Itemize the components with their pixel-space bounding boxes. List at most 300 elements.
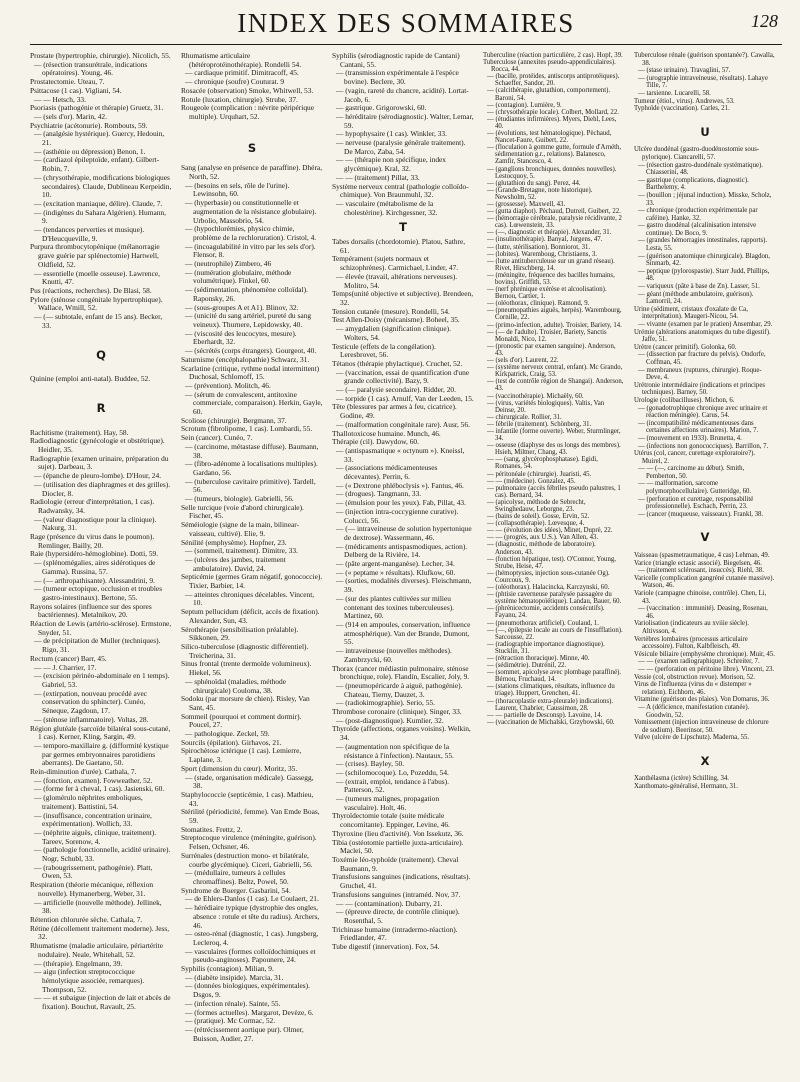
index-entry: — (neutrophile) Zimbero, 46 bbox=[185, 259, 272, 269]
index-entry: Varice (triangle ectasic associé). Biegelsen, 46. bbox=[634, 559, 762, 567]
index-entry: Urétronie intermédiaire (indications et principes techniques). Barney, 50. bbox=[634, 381, 765, 397]
index-entry: — (— intraveineuse de solution hypertonique de dextrose). Wassermann, 46. bbox=[336, 524, 472, 542]
index-entry: Transfusions sanguines (indications, résultats). Gruchel, 41. bbox=[332, 872, 471, 891]
index-entry: — (résection gastro-duodénale systématique). Chiasserini, 48. bbox=[638, 161, 763, 177]
index-entry: — (radiokimographie). Serio, 55. bbox=[336, 698, 435, 708]
page-title: INDEX DES SOMMAIRES bbox=[237, 8, 575, 38]
index-entry: Rétine (décollement traitement moderne). Jess, 32. bbox=[30, 923, 170, 942]
index-entry: — hérédiaire typique (dystrophie des ongles, absence : rotule et tête du radius). Archers, 46. bbox=[185, 903, 320, 930]
index-entry: — chirurgicale. Rollier, 31. bbox=[487, 413, 562, 421]
index-entry: Tempérament (sujets normaux et schizophrènes). Carmichael, Linder, 47. bbox=[332, 254, 459, 273]
index-entry: — (sommeil, traitement). Dimitre, 33. bbox=[185, 546, 298, 556]
index-entry: — sphénoïdal (maladies, méthode chirurgicale) Couloma, 38. bbox=[185, 676, 286, 695]
index-entry: Vertèbres lombaires (processus articulaire accessoire). Fulton, Kalbfleisch, 49. bbox=[634, 635, 748, 651]
index-entry: — (méningite, fréquence des bacilles humains, bovins). Griffith, 53. bbox=[487, 271, 615, 286]
index-entry: — (— de l'adulte). Troisier, Bariety, Sanctis Monaldi, Nico, 12. bbox=[487, 328, 607, 343]
index-entry: — (dissection par fracture du pelvis). Ondorfe, Coffman, 45. bbox=[638, 351, 766, 366]
index-entry: — (besoins en sels, rôle de l'urine). Lewinsohn, 60. bbox=[185, 180, 290, 199]
index-entry: — (stase urinaire). Travaglini, 57. bbox=[638, 67, 731, 75]
index-entry: — aigu (infection streptococcique hémolytique associée, remarques). Thompson, 52. bbox=[34, 967, 145, 994]
index-entry: — péritonéale (chirurgie). Juaristi, 45. bbox=[487, 470, 592, 478]
index-entry: — pathologique. Zeckel, 59. bbox=[185, 729, 270, 739]
index-entry: Thyroïde (affections, organes voisins). Welkin, 34. bbox=[332, 724, 471, 743]
index-entry: — — J. Charrier, 17. bbox=[34, 662, 97, 672]
index-entry: — (résection transurétrale, indications opératoires). Young, 46. bbox=[34, 59, 148, 78]
index-entry: — (chrysothérapie locale). Colbert, Mollard, 22. bbox=[487, 108, 619, 116]
index-entry: — (sédimétrie). Dutrénil, 22. bbox=[487, 662, 567, 670]
index-entry: — nerveuse (paralysie générale traitement). De Marco, Zaba, 54. bbox=[336, 138, 466, 156]
index-entry: — (bacille, protéides, antiscorps antiprotéiques). Schaeffer, Sandor, 20. bbox=[487, 73, 620, 88]
index-entry: — fébrile (traitement). Schönberg, 31. bbox=[487, 420, 592, 428]
index-entry: Radiographie (examen urinaire, préparation du sujet). Darbeau, 3. bbox=[30, 453, 169, 472]
index-entry: Thallotoxicose humaine. Munch, 46. bbox=[332, 428, 441, 438]
index-entry: — (apicolyse, méthode de Sebrecht, Swinghedauw, Leborgne, 23. bbox=[487, 498, 586, 513]
index-entry: — (vagin, rareté du chancre, acidité). Lortat-Jacob, 6. bbox=[336, 85, 469, 104]
index-entry: — (sels d'or). Laurent, 22. bbox=[487, 357, 559, 365]
index-entry: Rotule (luxation, chirurgie). Strube, 37. bbox=[181, 94, 298, 104]
index-entry: — — (perforation en péritoine libre). Vincent, 23. bbox=[638, 665, 775, 673]
index-entry: — — partielle de Desconsp). Lavoine, 14. bbox=[487, 711, 603, 719]
index-entry: — (crises). Bayley, 50. bbox=[336, 759, 405, 769]
index-entry: Scarlatine (critique, rythme nodal intermittent) Duchosal, Schlomoff, 15. bbox=[181, 363, 320, 382]
index-entry: — (viscosité des leucocytes, mesure). Eberhardt, 32. bbox=[185, 328, 297, 347]
index-entry: — — (contamination). Dubarry, 21. bbox=[336, 898, 443, 908]
index-entry: — (évolutions, test hématologique). Pèchaud, Nancet-Faure, Guibert, 22. bbox=[487, 130, 612, 145]
index-entry: Rectum (cancer) Barr, 45. bbox=[30, 653, 107, 663]
index-entry: — — (traitement) Pillat, 33. bbox=[336, 172, 420, 182]
index-entry: Tête (blessures par armes à feu, cicatrice). Godine, 49. bbox=[332, 402, 457, 421]
index-entry: Pylore (sténose congénitale hypertrophique). Wallace, Wmill, 52. bbox=[30, 294, 163, 313]
index-entry: — (extirpation, nouveau procédé avec conservation du sphincter). Cunéo, Séneque, Zagdoun, 17. bbox=[34, 688, 148, 716]
index-entry: Surrénales (destruction mono- et bilatérale, courbe glycémique). Ciceri, Gabrielli, 56. bbox=[181, 850, 313, 869]
index-entry: — (sérum de convalescent, antitoxine commerciale, comparaison). Herkin, Gayle, 60. bbox=[185, 389, 323, 417]
index-entry: — torpide (1 cas). Arnulf, Van der Leeden, 15. bbox=[336, 393, 474, 403]
index-entry: — — Hetsch, 33. bbox=[34, 94, 86, 104]
index-entry: Thérapie (cil). Dawydow, 60. bbox=[332, 437, 419, 447]
index-entry: — — (examen radiographique). Schreiter, 7. bbox=[638, 658, 760, 666]
index-entry: Staphylococcie (septicémie, 1 cas). Mathieu, 43. bbox=[181, 789, 314, 808]
index-entry: — (glutathion du sang). Perez, 44. bbox=[487, 179, 581, 187]
index-entry: — (phrénicectomie, accidents consécutifs). Fayanu, 24. bbox=[487, 605, 605, 620]
index-entry: Streptocoque virulence (méningite, guérison). Felsen, Ochsner, 46. bbox=[181, 833, 317, 852]
index-entry: — hypophysaire (1 cas). Winkler, 33. bbox=[336, 129, 447, 139]
index-entry: Prostate (hypertrophie, chirurgie). Nicolich, 55. bbox=[30, 52, 171, 60]
index-entry: — (sous-groupes A et A1). Blinov, 32. bbox=[185, 302, 299, 312]
index-entry: — (pronostic par examen sanguine). Anderson, 43. bbox=[487, 342, 616, 357]
index-entry: — (tuberculose cavitaire primitive). Tardell, 56. bbox=[185, 476, 316, 495]
index-entry: Typhoïde (vaccination). Carles, 21. bbox=[634, 105, 730, 113]
index-entry: — de précipitation de Muller (techniques). Rigo, 31. bbox=[34, 636, 161, 655]
index-entry: — (rabougrissement, pathogénie). Platt, Owen, 53. bbox=[34, 862, 153, 881]
index-entry: — (sommet, apicolyse avec plombage paraffiné). Bérnou, Fruchaud, 14. bbox=[487, 669, 622, 684]
index-entry: — A (déficience, manifestation cutanée). Goodwin, 52. bbox=[638, 703, 750, 719]
index-entry: — (tumeurs malignes, propagation vasculaire). Holt, 46. bbox=[336, 794, 440, 812]
index-entry: Thrombose coronaire (clinique). Singer, 33. bbox=[332, 707, 462, 717]
index-entry: Urine (sédiment, cristaux d'oxalate de Ca, interprétation). Maugeri-Nicou, 54. bbox=[634, 305, 748, 321]
index-entry: — chronique (soufre) Couturat. 9 bbox=[185, 77, 285, 87]
index-entry: Syphilis (sérodiagnostic rapide de Cantani) Cantani, 55. bbox=[332, 52, 460, 69]
index-entry: Thyroxine (lieu d'activité). Von Issekutz, 36. bbox=[332, 828, 464, 838]
index-entry: Urémie (altérations anatomiques du tube digestif). Jaffe, 51. bbox=[634, 328, 771, 344]
index-entry: — (gonadotrophique chronique avec urinaire et réaction méningée). Carus, 54. bbox=[638, 404, 768, 420]
index-entry: — osteo-rénal (diagnostic, 1 cas). Jungsberg, Lecleroq, 4. bbox=[185, 929, 319, 947]
section-letter-heading: R bbox=[96, 400, 106, 415]
index-entry: Sport (dimension du cœur). Moritz, 35. bbox=[181, 763, 298, 773]
index-entry: Transfusions sanguines (intraméd. Nov, 37. bbox=[332, 889, 461, 899]
index-entry: Raie (hypersidéro-hémoglobine). Dotti, 59. bbox=[30, 549, 159, 559]
index-entry: Syndrome de Buerger. Gasbarini, 54. bbox=[181, 885, 291, 895]
index-entry: — (Grande-Bretagne, note historique). Newsholm, 52. bbox=[487, 186, 593, 201]
index-entry: — (épreuve directe, de contrôle clinique). Rosenthal, 5. bbox=[336, 907, 460, 925]
index-entry: Psittacose (1 cas). Vigliani, 54. bbox=[30, 85, 122, 95]
index-column bbox=[483, 52, 625, 1072]
index-entry: — vasculaire (métabolisme de la cholestérine). Kirchgessner, 32. bbox=[336, 198, 438, 217]
index-column bbox=[634, 52, 776, 1072]
index-entry: Septum pellucidum (déficit, accès de fixation). Alexander, Sun, 43. bbox=[181, 607, 320, 625]
index-entry: Tuberculose rénale (guérison spontanée?). Cawalla, 38. bbox=[634, 52, 775, 67]
index-entry: — (stations climatiques, résultats, influence du triage). Huppert, Grenchen, 41. bbox=[487, 683, 615, 698]
index-entry: — osseuse (diaphyse des os longs des membres). Hsieh, Miltner, Chang, 43. bbox=[487, 442, 621, 457]
index-entry: — (hémorragie cérébrale, paralysie récidivante, 2 cas). Lœwenstein, 33. bbox=[487, 215, 622, 230]
index-entry: Rhumatisme articulaire (hétéroprotéinothérapie). Rondelli 54. bbox=[181, 52, 302, 69]
index-entry: — (hyperbasie) ou constitutionnelle et augmentation de la résistance globulaire). Urbolio, Massobrio, 54. bbox=[185, 198, 317, 225]
index-entry: — (sur des plantes cultivées sur milieu contenant des toxines tuberculeuses). Martinez, 60. bbox=[336, 593, 455, 621]
index-entry: — (bains de soleil). Gosse, Ervin, 52. bbox=[487, 513, 590, 521]
index-entry: Thyroïdectomie totale (suite médicale concomitante). Eppinger, Levine, 46. bbox=[332, 811, 450, 830]
index-entry: Utérus (col, cancer, curettage exploratoire?). Muirel, 2. bbox=[634, 450, 756, 465]
index-entry: — (post-diagnostique). Kumlier, 32. bbox=[336, 715, 444, 725]
index-entry: — vasculaires (formes colloïdochimiques et pseudo-anginoses). Papounere, 24. bbox=[185, 946, 316, 965]
index-entry: — (pneumothorax artificiel). Coulaud, 1. bbox=[487, 619, 599, 627]
section-letter-heading: V bbox=[700, 530, 710, 545]
index-entry: — variqueux (pâte à base de Zn). Lasser, 51. bbox=[638, 283, 760, 291]
index-entry: — (insulinothérapie). Banyal, Jurgens, 47. bbox=[487, 236, 603, 244]
index-entry: — (néphrite aiguës, clinique, traitement). Tareev, Sorenow, 4. bbox=[34, 827, 157, 846]
index-entry: — (infection rénale). Sainte, 55. bbox=[185, 998, 281, 1008]
index-entry: — (splénomégalies, aires sidérotiques de Gamma). Russina, 57. bbox=[34, 558, 156, 576]
index-entry: — (lutte, stérilisation). Bonniorot, 31. bbox=[487, 243, 591, 251]
page-header bbox=[30, 0, 782, 45]
index-entry: Rhumatisme (maladie articulaire, périartérite nodulaire). Neale, Whitehall, 52. bbox=[30, 941, 163, 959]
index-entry: Rosacée (observation) Smoke, Whitwell, 53. bbox=[181, 85, 314, 95]
index-entry: Saturnisme (encéphalopathie) Schwarz, 31. bbox=[181, 354, 310, 364]
index-entry: — géant (méthode ambulatoire, guérison). Lamorril, 24. bbox=[638, 290, 754, 306]
index-entry: — atteintes chroniques décelables. Vincent, 10. bbox=[185, 589, 315, 608]
index-entry: — (collapsothérapie). Lœvesque, 4. bbox=[487, 520, 585, 528]
index-entry: — (vaccinothérapie). Michaëly, 60. bbox=[487, 392, 584, 400]
index-entry: Silico-tuberculose (diagnostic différentiel). Treicherina, 31. bbox=[181, 642, 309, 660]
index-entry: — (« Dextrone phléboclysis »). Fantus, 46. bbox=[336, 480, 464, 490]
index-entry: Scrotum (fibrolipome, 1 cas). Lombardi, 55. bbox=[181, 424, 313, 434]
index-entry: — (émulsion pour les yeux). Fab, Pillat, 43. bbox=[336, 498, 466, 508]
index-entry: Réaction de Lewis (artério-sclérose). Ermstone, Snyder, 51. bbox=[30, 619, 172, 637]
index-entry: Test Allen-Doisy (mécanisme). Boheel, 35. bbox=[332, 315, 460, 325]
index-entry: — (excision périnéo-abdominale en 1 temps). Gabriel, 53. bbox=[34, 671, 170, 689]
index-entry: — (antispasmatique « octynum »). Kneissl, 33. bbox=[336, 445, 465, 464]
index-entry: — de Ehlers-Danlos (1 cas). Le Coulaert, 21. bbox=[185, 894, 319, 904]
index-entry: — (valeur diagnostique pour la clinique). Nakurg, 31. bbox=[34, 514, 157, 533]
index-entry: — (diabète insipide). Marcia, 31. bbox=[185, 972, 284, 982]
index-entry: — — (évolution des idées), Minet, Duprè, 22. bbox=[487, 527, 613, 535]
index-entry: — — (thérapie non spécifique, index glycémique). Kral, 32. bbox=[336, 155, 447, 174]
index-entry: Sang (analyse en présence de paraffine). Dhéra, North, 52. bbox=[181, 163, 323, 182]
index-entry: — (unicité du sang artériel, pureté du sang veineux). Thurnere, Lepidowsky, 40. bbox=[185, 311, 312, 329]
index-entry: Sourcils (épilation). Girhavos, 21. bbox=[181, 737, 282, 747]
index-entry: — (malformation congénitale rare). Ausr, 56. bbox=[336, 419, 470, 429]
index-entry: Tibia (ostéotomie partielle juxta-articulaire). Maclei, 50. bbox=[332, 837, 464, 856]
index-entry: Variole (campagne chinoise, contrôle). Chen, Li, 43. bbox=[634, 590, 767, 605]
index-entry: Tétanos (thérapie phylactique). Cruchet, 52. bbox=[332, 358, 463, 368]
index-entry: Sénilité (emphysème). Hopfner, 23. bbox=[181, 537, 287, 547]
index-entry: Système nerveux central (pathologie colloïdo-chimique). Von Braunmuhl, 32. bbox=[332, 181, 469, 200]
index-entry: — (médicaments antispasmodiques, action). Delberg de la Rivière, 14. bbox=[336, 541, 468, 560]
index-entry: — (ulcères des jambes, traitement ambulatoire). David, 24. bbox=[185, 554, 286, 573]
index-entry: — (transmission expérimentale à l'espèce bovine). Beclere, 30. bbox=[336, 68, 459, 87]
index-entry: — (fonction, examen). Fowweather, 52. bbox=[34, 775, 153, 785]
index-entry: Tuberculine (réaction particulière, 2 cas). Hopf, 39. bbox=[483, 52, 623, 59]
index-entry: — (pneumopathies aiguës, herpès). Warembourg, Cornille, 22. bbox=[487, 307, 622, 322]
index-entry: — (utilisation des diaphragmes et des grilles). Diocler, 8. bbox=[34, 479, 171, 498]
index-entry: Selle turcique (voie d'abord chirurgicale). Fischer, 45. bbox=[181, 502, 304, 521]
index-entry: — (rétrécissement aortique pur). Olmer, Buisson, Audier, 27. bbox=[185, 1024, 304, 1043]
index-entry: Temps(unité objective et subjective). Brendeen, 32. bbox=[332, 289, 474, 307]
index-entry: — (drogues). Tangmann, 33. bbox=[336, 489, 422, 499]
index-entry: — (sténose inflammatoire). Voltas, 28. bbox=[34, 714, 149, 724]
index-entry: — (phtisie caverneuse paralysée passagère du système hématopoïétique). Landau, Bauer, 60. bbox=[487, 591, 622, 606]
index-entry: — (associations médicamenteuses décevantes). Perrin, 6. bbox=[336, 463, 438, 482]
index-entry: Radiologie (erreur d'interprétation, 1 cas). Radwansky, 34. bbox=[30, 497, 155, 515]
index-entry: Stomatites. Frettz, 2. bbox=[181, 824, 243, 834]
index-entry: Psoriasis (pathogénie et thérapie) Gruetz, 31. bbox=[30, 103, 164, 113]
index-entry: — — (progrès, aux U.S.). Van Allen, 43. bbox=[487, 534, 599, 542]
index-entry: — élevée (travail, altérations nerveuses). Molitro, 54. bbox=[336, 271, 458, 290]
index-entry: — (hémoptysies, injection sous-cutanée Og). Courcoux, 9. bbox=[487, 569, 610, 584]
index-entry: Spirochètose ictérique (1 cas). Lemierre, Laplane, 3. bbox=[181, 746, 302, 765]
index-entry: — (extrait, emploi, tendance à l'abus). Patterson, 52. bbox=[336, 776, 449, 795]
index-entry: — (chrysothérapie, modifications biologiques secondaires). Claude, Dublineau Kerpeidin, 10. bbox=[34, 172, 172, 200]
index-entry: — (nerf phrénique exérèse et alcoolisation). Bernou, Cartier, 1. bbox=[487, 286, 607, 301]
index-entry: Vésicule biliaire (emphysème chronique). Muir, 45. bbox=[634, 650, 775, 658]
index-entry: — (numération globulaire, méthode volumétrique). Finkel, 60. bbox=[185, 267, 292, 286]
index-entry: — (perforation et curettage, responsabilité professionnelle). Eschach, Perrin, 23. bbox=[638, 495, 754, 511]
index-entry: — (étudiantes infirmières). Myers, Diehl, Lees, 40. bbox=[487, 115, 617, 130]
index-entry: Rayons solaires (influence sur des spores bactériennes). Metalnikov, 20. bbox=[30, 601, 152, 620]
index-entry: — (tendances perverties et musique). D'Heucqueville, 9. bbox=[34, 225, 145, 243]
index-entry: Tabes dorsalis (chordotomie). Platou, Sathre, 61. bbox=[332, 237, 466, 255]
index-entry: — (incompatibilité médicamenteuses dans certaines affections urinaires). Marion, 7. bbox=[638, 419, 759, 435]
index-entry: — (forme fer à cheval, 1 cas). Jasienski, 60. bbox=[34, 784, 165, 794]
index-entry: — temporo-maxillaire g. (difformité kystique par germes embryonnaires parotidiens aberrants). De Gaetano, 50. bbox=[34, 740, 169, 768]
index-entry: Sodoku (par morsure de chien). Risley, Van Sant, 45. bbox=[181, 694, 310, 712]
index-entry: — — (médecine). Gonzalez, 45. bbox=[487, 477, 576, 485]
index-entry: Sommeil (pourquoi et comment dormir). Poucel, 27. bbox=[181, 711, 302, 730]
index-entry: Septicémie (germes Gram négatif, gonococcie). Tixier, Barbier, 14. bbox=[181, 572, 323, 591]
index-entry: — (vaccination de Michalski, Grzybowski, 60. bbox=[487, 718, 615, 726]
index-entry: Purpura thrombocytopénique (mélanorragie grave guérie par splénectomie) Hartwell, Oldfield, 52. bbox=[30, 242, 160, 269]
index-entry: — (urographie intraveineuse, résultats). Lahaye Tille, 7. bbox=[638, 74, 768, 90]
index-entry: — (— subtotale, enfant de 15 ans). Becker, 33. bbox=[34, 312, 163, 330]
index-entry: — (schilomocoque). Lo, Pozeddu, 54. bbox=[336, 767, 449, 777]
index-entry: — (carcinome, métastase diffuse). Baumann, 38. bbox=[185, 441, 319, 460]
index-entry: — — (—, carcinome au début). Smith, Pemberton, 50. bbox=[638, 465, 745, 480]
index-entry: Psychiatrie (acétonurie). Rombouts, 59. bbox=[30, 120, 148, 130]
index-entry: — (cardiazol épileptoïde, enfant). Gilbert-Robin, 7. bbox=[34, 155, 160, 174]
index-entry: — peptique (pylorospastie). Starr Judd, Phillips, 48. bbox=[638, 267, 770, 283]
index-entry: — (asthénie ou dépression) Benon, 1. bbox=[34, 146, 146, 156]
section-letter-heading: Q bbox=[96, 347, 106, 362]
index-entry: — (excitation maniaque, délire). Claude, 7. bbox=[34, 198, 163, 208]
section-letter-heading: U bbox=[700, 124, 710, 139]
index-entry: — (thérapie). Engelmann, 39. bbox=[34, 958, 123, 968]
index-entry: — (rétraction thoracique). Minne, 40. bbox=[487, 654, 590, 662]
index-entry: — (augmentation non spécifique de la résistance à l'infection). Nautaux, 55. bbox=[336, 741, 454, 760]
index-entry: — (épanche de pleuro-lombe). D'Hour, 24. bbox=[34, 471, 162, 481]
index-entry: — (grandes hémorragies intestinales, rapports). Lesta, 55. bbox=[638, 237, 768, 253]
index-entry: — (oléothorax). Halacincka, Karczynski, 60. bbox=[487, 584, 610, 592]
index-entry: — (tumeurs, biologie). Gabrielli, 56. bbox=[185, 494, 294, 504]
index-entry: — — (sang, glycérophosphatase). Egidi, Romanes, 54. bbox=[487, 456, 598, 471]
index-entry: — (— paralysie secondaire). Ridder, 20. bbox=[336, 385, 456, 395]
index-entry: Variolisation (indicateurs au xviiie siècle). Altivsson, 4. bbox=[634, 620, 749, 635]
index-entry: Stérilité (périodicité, femme). Van Emde Boas, 59. bbox=[181, 807, 320, 826]
index-entry: Radiodiagnostic (gynécologie et obstétrique). Heidler, 35. bbox=[30, 436, 165, 455]
index-entry: Rage (présence du virus dans le poumon). Remlinger, Bailly, 20. bbox=[30, 532, 155, 550]
index-entry: — gastrique (complications, diagnostic). Barthelemy, 4. bbox=[638, 176, 749, 192]
index-columns bbox=[30, 52, 782, 1072]
index-entry: — gastro duodénal (alcalinisation intensive continue). De Boco, 9. bbox=[638, 222, 757, 237]
index-entry: — tarsienne. Lucarelli, 58. bbox=[638, 89, 711, 97]
index-entry: — (lobites). Waremboug, Christiaens, 3. bbox=[487, 250, 597, 258]
index-entry: — (hypochlorémies, physico chimie, problème de la rechloruration). Cristol, 4. bbox=[185, 224, 317, 242]
index-entry: — (traitement sclérosant, insuccès). Riehl, 38. bbox=[638, 567, 764, 575]
index-entry: — (données biologiques, expérimentales). Dsgos, 9. bbox=[185, 981, 310, 1000]
index-entry: — (sorties, modalités diverses). Fleischmann, 39. bbox=[336, 576, 472, 595]
index-column bbox=[181, 52, 323, 1072]
index-entry: — (oléothorax, clinique). Ramond, 9. bbox=[487, 300, 590, 308]
index-entry: Virus de l'influenza (virus du « distemper » relation). Eichhorn, 46. bbox=[634, 681, 752, 696]
index-entry: Scoliose (chirurgie). Bergmann, 37. bbox=[181, 415, 287, 425]
index-entry: — infantile (forme ouverte). Weber, Sturmlinger, 34. bbox=[487, 427, 621, 443]
index-entry: — — et subaigue (injection de lait et abcès de fixation). Bouchut, Ravault, 25. bbox=[34, 993, 171, 1012]
index-entry: — (pneumopéricarde à aiguë, pathogénie). Chateau, Tierny, Dauzet, 3. bbox=[336, 680, 463, 699]
index-entry: — chronique (production expérimentale par caféine). Hanke, 32. bbox=[638, 207, 758, 222]
index-entry: — (virus, variétés biologiques). Valtis, Van Deinse, 20. bbox=[487, 399, 605, 414]
index-entry: Sein (cancer). Cunéo, 7. bbox=[181, 433, 253, 443]
section-letter-heading: S bbox=[247, 140, 257, 155]
index-entry: — (vaccination, essai de quantification d'une grande collectivité). Bazy, 9. bbox=[336, 367, 470, 386]
index-entry: — (infections non gonococciques). Barrillon, 7. bbox=[638, 442, 769, 450]
index-entry: — (incoagulabilité in vitro par les sels d'or). Flensor, 8. bbox=[185, 241, 316, 260]
index-entry: Tumeur (étiol., virus). Andrewes, 53. bbox=[634, 97, 735, 105]
index-entry: Varicelle (complication gangréné cutanée massive). Watson, 46. bbox=[634, 574, 775, 590]
index-entry: — (formes actuelles). Margarot, Devèze, 6. bbox=[185, 1007, 314, 1017]
index-entry: — (pâte argent-manganèse). Lecher, 34. bbox=[336, 559, 455, 569]
index-entry: — (stade, organisation médicale). Gassegg, 38. bbox=[185, 772, 314, 791]
index-entry: — (pratique). Mc Cormac, 52. bbox=[185, 1016, 276, 1026]
index-entry: — (système nerveux central, enfant). Mc Grando, Kirkpatrick, Craig, 53. bbox=[487, 364, 623, 379]
index-entry: Rougeole (complication : névrite péripérique multiple). Urquhart, 52. bbox=[181, 103, 314, 121]
index-entry: Rein-diminution d'urée). Cathala, 7. bbox=[30, 767, 137, 777]
index-entry: Quinine (emploi anti-natal). Buddee, 52. bbox=[30, 374, 151, 384]
index-entry: — (injection intra-coccygienne curative). Colucci, 56. bbox=[336, 506, 459, 525]
index-entry: — (fonction hépatique, test). O'Connor, Young, Strube, Heise, 47. bbox=[487, 555, 616, 570]
index-entry: — (— arthropathisante). Alessandrini, 9. bbox=[34, 575, 155, 585]
index-entry: Syphilis (contagion). Milian, 9. bbox=[181, 964, 274, 974]
index-entry: — (indigènes du Sahara Algérien). Humann, 9. bbox=[34, 207, 166, 226]
index-entry: — (thoracoplastie extra-pleurale) indications). Laurent, Chabrier, Caussimon, 28. bbox=[487, 697, 614, 712]
index-entry: — (ganglions bronchiques, données nouvelles). Lestocquoy, 5. bbox=[487, 165, 617, 180]
index-entry: — (grossesse). Maxwell, 43. bbox=[487, 200, 566, 208]
index-entry: — (—, épilepsie locale au cours de l'insufflation). Sarcousse, 22. bbox=[487, 626, 623, 641]
index-entry: — (pathologie fonctionnelle, acidité urinaire). Nogr, Schubl, 33. bbox=[34, 845, 171, 864]
index-entry: Testicule (effets de la congélation). Leresbrovet, 56. bbox=[332, 341, 436, 360]
index-entry: — héréditaire (sérodiagnostic). Walter, Lemar, 59. bbox=[336, 111, 474, 130]
index-entry: — (diagnostic, méthode de laboratoire). Anderson, 43. bbox=[487, 541, 596, 556]
index-entry: — artificielle (nouvelle méthode). Jellinek, 38. bbox=[34, 897, 162, 916]
page-number: 128 bbox=[751, 11, 778, 31]
index-entry: Vulve (ulcère de Lipschutz). Maderna, 55. bbox=[634, 734, 750, 742]
index-entry: — (sels d'or). Marin, 42. bbox=[34, 111, 107, 121]
index-column bbox=[332, 52, 474, 1072]
index-entry: — gastrique. Grigorowski, 60. bbox=[336, 103, 427, 113]
index-entry: Tube digestif (innervation). Fox, 54. bbox=[332, 942, 440, 952]
section-letter-heading: T bbox=[399, 220, 407, 235]
index-entry: — (cancer (muqueuse, vaisseaux). Frankl, 38. bbox=[638, 510, 764, 518]
index-entry: — (radiographie importance diagnostique). Stucklin, 31. bbox=[487, 640, 605, 655]
index-entry: — intraveineuse (nouvelles méthodes). Zambrzycki, 60. bbox=[336, 646, 452, 664]
index-entry: — (bouillon ; jéjunal induction). Misske, Scholz, 33. bbox=[638, 191, 772, 207]
index-entry: — (« peptame » résultats). Klufkow, 60. bbox=[336, 567, 456, 577]
index-entry: — pulmonaire (accès fébriles pseudo palustres, 1 cas). Bernard, 34. bbox=[487, 484, 621, 499]
index-entry: — cardiaque primitif. Dimitracoff, 45. bbox=[185, 68, 299, 78]
index-entry: — (gutta diaphot). Pèchaud, Dutreil, Guibert, 22. bbox=[487, 208, 621, 216]
index-entry: Xanthélasma (ictère) Schilling, 34. bbox=[634, 775, 729, 783]
index-entry: — (914 en ampoules, conservation, influence atmosphérique). Van der Brande, Dumont, 55. bbox=[336, 620, 471, 647]
index-entry: Ulcère duodénal (gastro-duodénostomie sous-pylorique). Ciancarelli, 57. bbox=[634, 146, 760, 161]
index-entry: — (test de contrôle région de Shangai). Anderson, 43. bbox=[487, 378, 624, 393]
index-entry: — essentielle (moelle osseuse). Lawrence, Knutti, 47. bbox=[34, 268, 161, 287]
index-entry: — membraneux (ruptures, chirurgie). Roque-Deve, 4. bbox=[638, 366, 762, 382]
index-entry: — (prévention). Molitch, 46. bbox=[185, 380, 271, 390]
index-entry: Rétention chlorurée sèche. Cathala, 7. bbox=[30, 914, 143, 924]
index-entry: Tuberculose (annexites pseudo-appendiculaires). Rocca, 44. bbox=[483, 59, 616, 74]
index-entry: — (primo-infection, adulte). Troisier, Bariety, 14. bbox=[487, 321, 622, 329]
index-entry: — (glomérulo néphrites emboliques, traitement). Battistini, 54. bbox=[34, 793, 143, 811]
index-entry: — (vaccination : immunité). Deasing, Rosenau, 46. bbox=[638, 605, 768, 620]
index-entry: — (lutte antituberculeuse sur un grand réseau). Rivet, Hirschberg, 14. bbox=[487, 257, 615, 272]
index-entry: Trichinase humaine (intradermo-réaction). Friedlander, 47. bbox=[332, 924, 458, 943]
index-entry: Sérothérapie (sensibilisation préalable). Sikkonen, 29. bbox=[181, 624, 299, 643]
index-entry: — (calcithérapie, glutathion, comportement). Baroni, 54. bbox=[487, 87, 611, 102]
index-entry: — (fibro-adénome à localisations multiples). Gardano, 56. bbox=[185, 459, 318, 477]
index-entry: Vomissement (injection intraveineuse de chlorure de sodium). Beerinsor, 50. bbox=[634, 719, 769, 734]
index-entry: — (médullaire, tumeurs à cellules chromaffines). Beltz, Powel, 50. bbox=[185, 868, 289, 886]
index-entry: Pus (réactions, recherches). De Blasi, 58. bbox=[30, 285, 152, 295]
index-column bbox=[30, 52, 172, 1072]
index-entry: — amygdalien (signification clinique). Wolters, 54. bbox=[336, 324, 451, 342]
index-entry: Région glutéale (sarcoïde bilatéral sous-cutané, 1 cas). Kerner, Kling, Sargin, 49. bbox=[30, 723, 171, 742]
index-entry: — (tumeur ectopique, occlusion et troubles gastro-intestinaux). Bertone, 55. bbox=[34, 584, 163, 602]
index-entry: Vitamine (guérison des plaies). Von Domarus, 36. bbox=[634, 696, 770, 704]
index-entry: Toxémie léo-typhoïde (traitement). Cheval Baumann, 9. bbox=[332, 854, 459, 873]
index-entry: Sinus frontal (trente dermoïde volumineux). Hiekel, 56. bbox=[181, 659, 312, 678]
index-entry: — (mouvement en 1933). Brunetta, 4. bbox=[638, 434, 742, 442]
index-entry: — (sédimentation, phénomène colloïdal). Raponsky, 26. bbox=[185, 285, 308, 303]
index-entry: Vessie (col, obstruction revue). Morison, 52. bbox=[634, 673, 755, 681]
index-entry: Respiration (théorie mécanique, réflexion nouvelle). Hymanerberg, Weber, 31. bbox=[30, 880, 154, 898]
index-entry: Xanthomato-généralisé, Hermann, 31. bbox=[634, 783, 738, 791]
index-entry: — (contagion). Lumière, 9. bbox=[487, 101, 562, 109]
